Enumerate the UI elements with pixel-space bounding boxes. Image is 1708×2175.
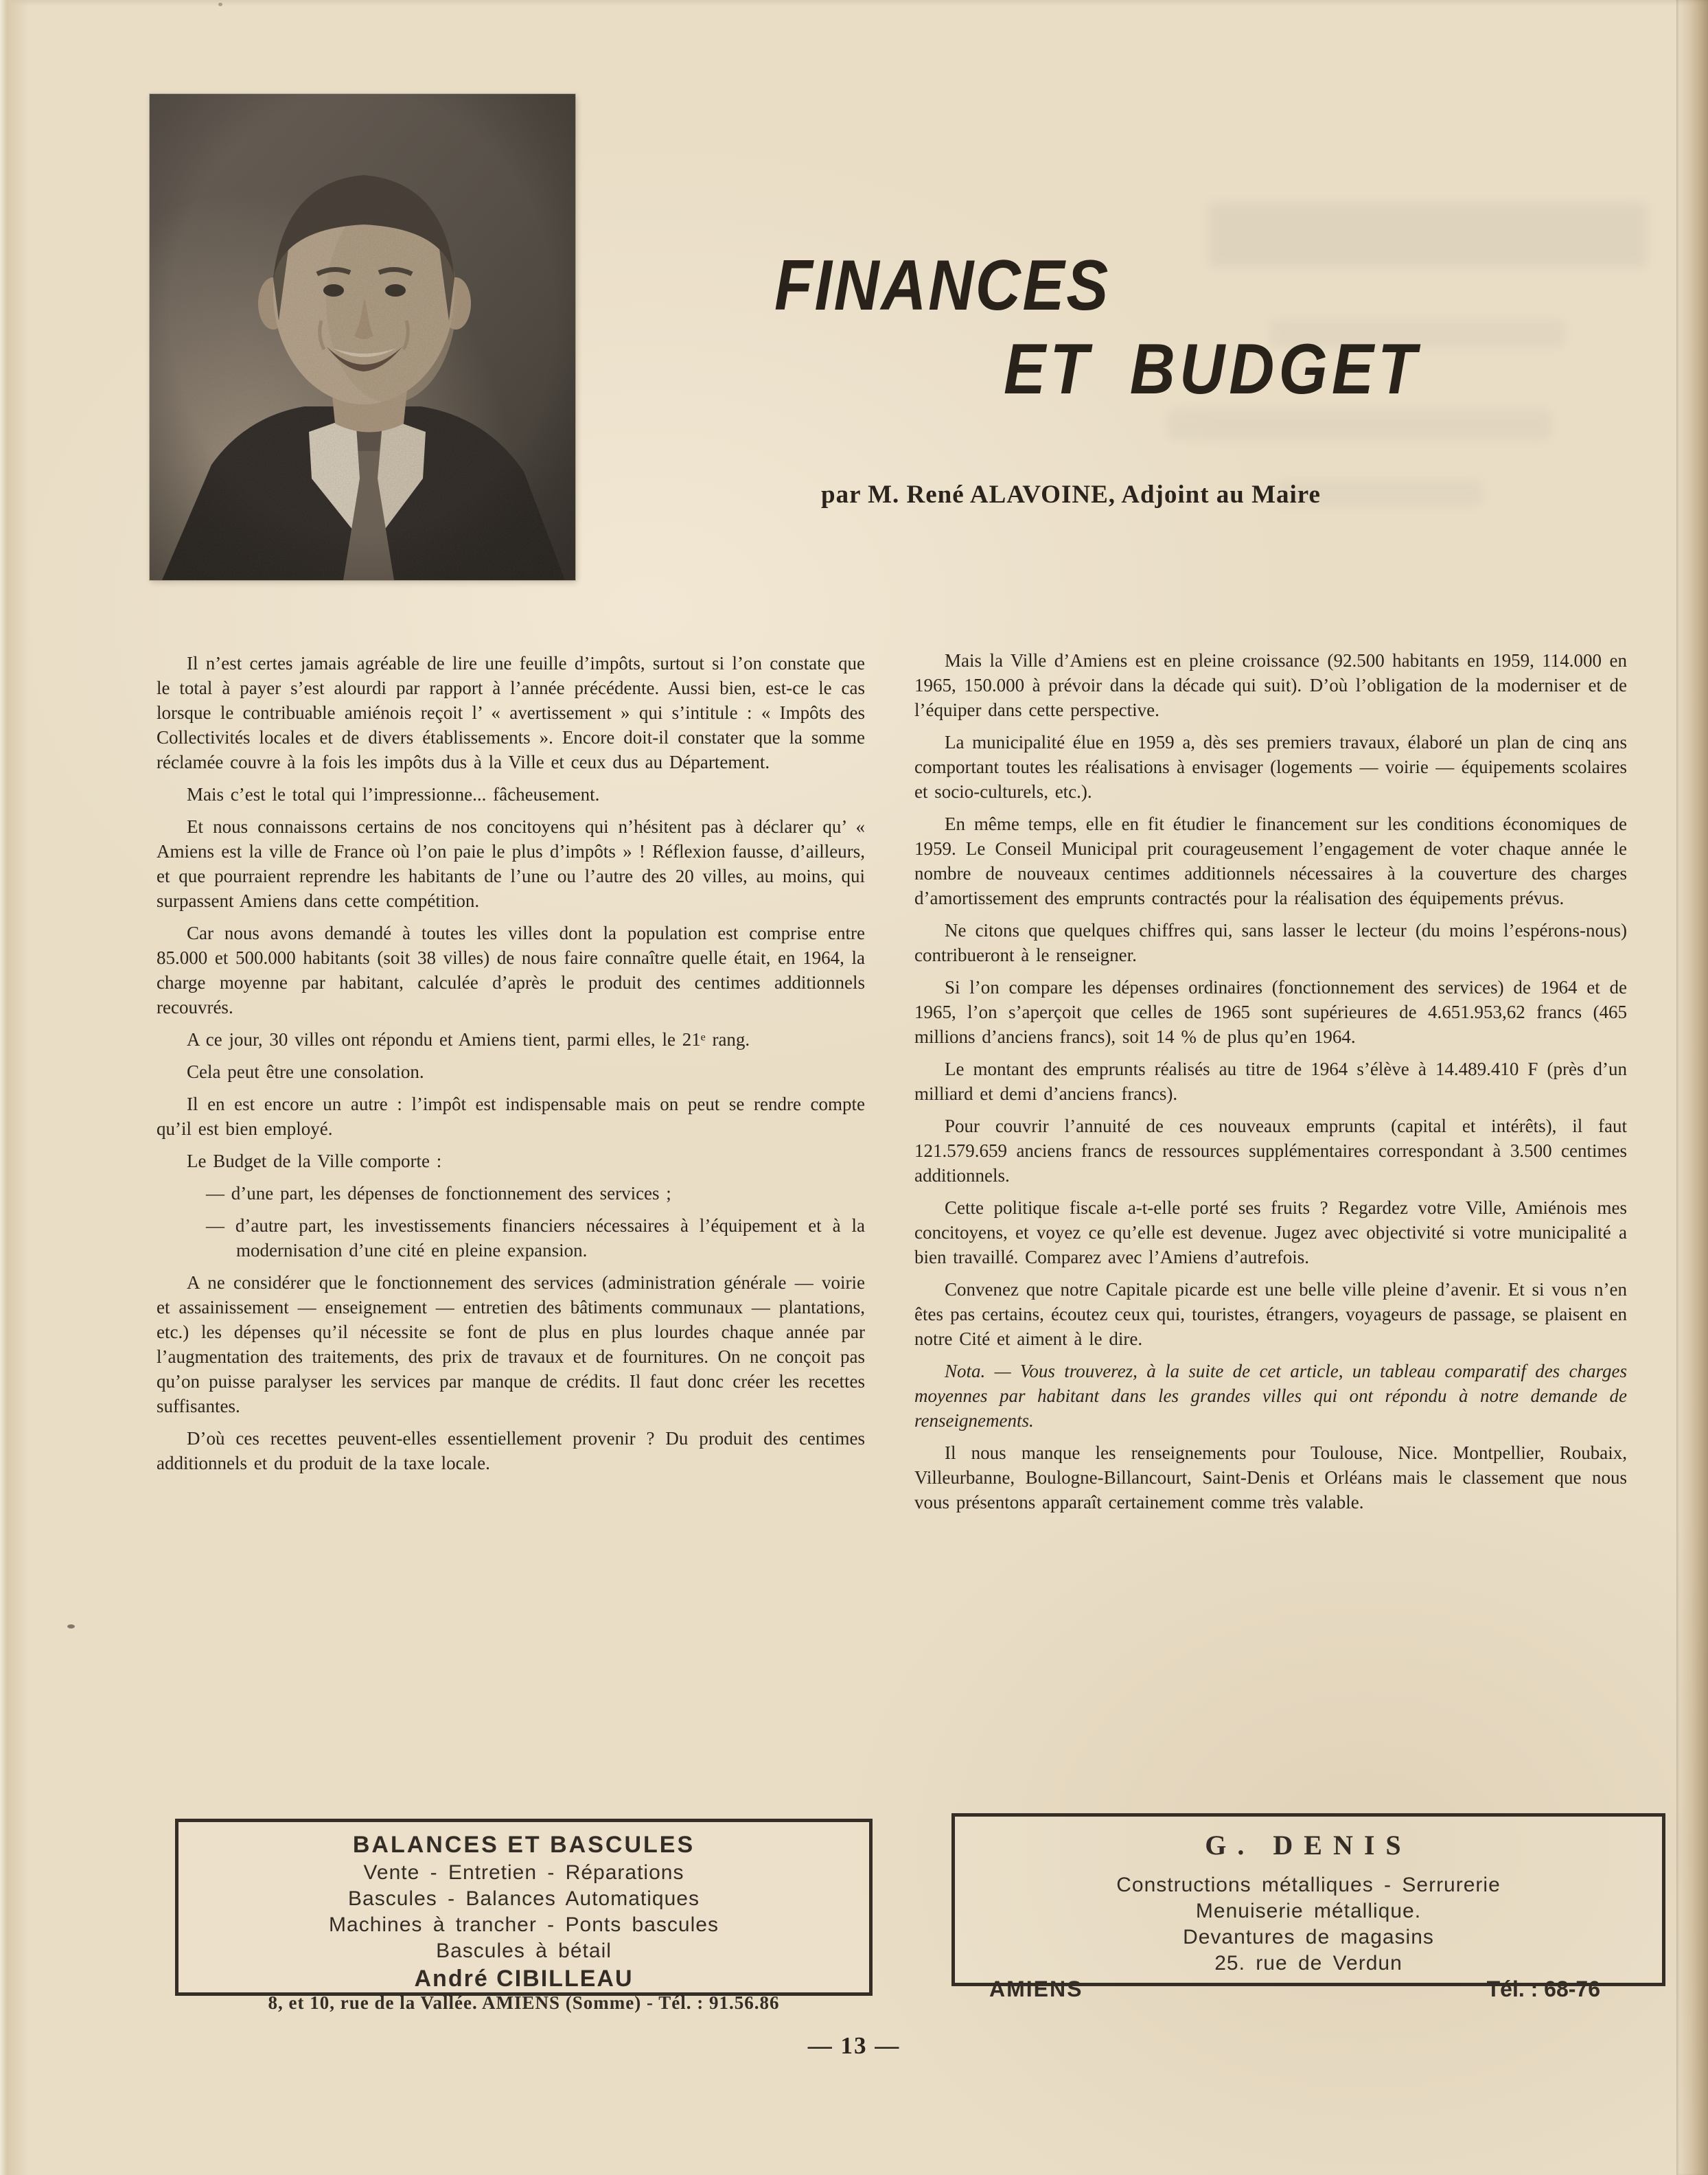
- article-paragraph: Cela peut être une consolation.: [187, 1061, 424, 1082]
- article-column-left: [157, 651, 865, 1483]
- article-paragraph: A ne considérer que le fonctionnement des services (administration générale — voirie et assainissement — enseignement — entretien des bâtiments communaux — plantations, etc.) les dépenses qu’il nécessite se font de plus en plus lourdes chaque année par l’augmentation des traitements, des prix de travaux et de fournitures. On ne conçoit pas qu’on puisse paralyser les services par manque de crédits. Il faut donc créer les recettes suffisantes.: [157, 1272, 865, 1416]
- article-title-line1: FINANCES: [774, 246, 1110, 325]
- article-paragraph: D’où ces recettes peuvent-elles essentiellement provenir ? Du produit des centimes additionnels et du produit de la taxe locale.: [157, 1428, 865, 1473]
- ad-city: AMIENS: [989, 1977, 1083, 2001]
- paper-speck: [67, 1624, 75, 1629]
- portrait-photo: [150, 94, 575, 580]
- article-paragraph: Le montant des emprunts réalisés au titre de 1964 s’élève à 14.489.410 F (près d’un milliard et demi d’anciens francs).: [914, 1059, 1627, 1104]
- ad-denis-box: [951, 1813, 1665, 2001]
- article-paragraph: Il nous manque les renseignements pour Toulouse, Nice. Montpellier, Roubaix, Villeurbanne, Boulogne-Billancourt, Saint-Denis et Orléans mais le classement que nous vous présentons apparaît certainement comme très valable.: [914, 1442, 1627, 1512]
- article-nota-paragraph: Nota. — Vous trouverez, à la suite de cet article, un tableau comparatif des charges moyennes par habitant dans les grandes villes qui ont répondu à notre demande de renseignements.: [914, 1361, 1627, 1431]
- article-paragraph: Il n’est certes jamais agréable de lire une feuille d’impôts, surtout si l’on constate que le total à payer s’est alourdi par rapport à l’année précédente. Aussi bien, est-ce le cas lorsque le contribuable amiénois reçoit l’ « avertissement » qui s’intitule : « Impôts des Collectivités locales et de divers établissements ». Encore doit-il constater que la somme réclamée couvre à la fois les impôts dus à la Ville et ceux dus au Département.: [157, 653, 865, 772]
- ad-line: Devantures de magasins: [1183, 1926, 1434, 1948]
- ad-bottom-row: [976, 1977, 1641, 2002]
- ad-line: Bascules à bétail: [436, 1940, 612, 1962]
- article-paragraph: Il en est encore un autre : l’impôt est indispensable mais on peut se rendre compte qu’il est bien employé.: [157, 1094, 865, 1139]
- bleed-through-ghost: [1208, 203, 1648, 268]
- article-paragraph: Le Budget de la Ville comporte :: [187, 1151, 442, 1171]
- ad-line: Vente - Entretien - Réparations: [363, 1861, 684, 1884]
- article-paragraph: Car nous avons demandé à toutes les villes dont la population est comprise entre 85.000 et 500.000 habitants (soit 38 villes) de nous faire connaître quelle était, en 1964, la charge moyenne par habitant, calculée d’après le produit des centimes additionnels recouvrés.: [157, 923, 865, 1017]
- ad-line: Bascules - Balances Automatiques: [348, 1887, 700, 1910]
- page-number: — 13 —: [807, 2032, 901, 2059]
- article-paragraph: Cette politique fiscale a-t-elle porté ses fruits ? Regardez votre Ville, Amiénois mes concitoyens, et voyez ce qu’elle est devenue. Jugez avec objectivité si votre municipalité a bien travaillé. Comparez avec l’Amiens d’autrefois.: [914, 1197, 1627, 1267]
- article-paragraph: Si l’on compare les dépenses ordinaires (fonctionnement des services) de 1964 et de 1965, l’on s’aperçoit que celles de 1965 sont supérieures de 4.651.953,62 francs (465 millions d’anciens francs), soit 14 % de plus qu’en 1964.: [914, 977, 1627, 1047]
- article-list-item: — d’une part, les dépenses de fonctionnement des services ;: [206, 1183, 671, 1204]
- ad-line: 25. rue de Verdun: [1214, 1952, 1403, 1975]
- article-paragraph: Et nous connaissons certains de nos concitoyens qui n’hésitent pas à déclarer qu’ « Amiens est la ville de France où l’on paie le plus d’impôts » ! Réflexion fausse, d’ailleurs, et que pourraient reprendre les habitants de l’une ou l’autre des 20 villes, au moins, qui surpassent Amiens dans cette compétition.: [157, 816, 865, 911]
- article-list-item: — d’autre part, les investissements financiers nécessaires à l’équipement et à la modernisation d’une cité en pleine expansion.: [206, 1215, 865, 1261]
- article-paragraph: La municipalité élue en 1959 a, dès ses premiers travaux, élaboré un plan de cinq ans comportant toutes les réalisations à envisager (logements — voirie — équipements scolaires et socio-culturels, etc.).: [914, 732, 1627, 802]
- article-title-line2: ET BUDGET: [1004, 330, 1421, 409]
- ad-line: Constructions métalliques - Serrurerie: [1116, 1874, 1501, 1896]
- article-column-right: [914, 648, 1627, 1522]
- article-paragraph: Ne citons que quelques chiffres qui, sans lasser le lecteur (du moins l’espérons-nous) contribueront à le renseigner.: [914, 920, 1627, 965]
- article-paragraph: Convenez que notre Capitale picarde est une belle ville pleine d’avenir. Et si vous n’en êtes pas certains, écoutez ceux qui, touristes, étrangers, voyageurs de passage, se plaisent en notre Cité et aiment à le dire.: [914, 1279, 1627, 1349]
- ad-title: G. DENIS: [1205, 1830, 1412, 1861]
- paper-speck: [218, 3, 222, 6]
- bleed-through-ghost: [1167, 408, 1551, 440]
- article-paragraph: En même temps, elle en fit étudier le financement sur les conditions économiques de 1959. Le Conseil Municipal prit courageusement l’engagement de voter chaque année le nombre de nouveaux centimes additionnels nécessaires à la couverture des charges d’amortissement des emprunts contractés pour la réalisation des équipements prévus.: [914, 814, 1627, 908]
- article-paragraph: Mais c’est le total qui l’impressionne... fâcheusement.: [187, 784, 600, 805]
- ad-line: Menuiserie métallique.: [1195, 1900, 1422, 1922]
- article-paragraph: A ce jour, 30 villes ont répondu et Amiens tient, parmi elles, le 21ᵉ rang.: [187, 1029, 750, 1050]
- ad-balances-box: [175, 1819, 873, 2013]
- ad-balances-content: [178, 1822, 869, 2013]
- ad-address: 8, et 10, rue de la Vallée. AMIENS (Somme) - Tél. : 91.56.86: [268, 1992, 780, 2013]
- portrait-photo-art: [150, 94, 575, 580]
- ad-phone: Tél. : 68-76: [1486, 1977, 1600, 2001]
- ad-line: Machines à trancher - Ponts bascules: [329, 1913, 719, 1936]
- ad-title: BALANCES ET BASCULES: [352, 1832, 695, 1858]
- article-byline: par M. René ALAVOINE, Adjoint au Maire: [821, 481, 1321, 509]
- page-edge-shadow: [1676, 0, 1708, 2175]
- article-paragraph: Mais la Ville d’Amiens est en pleine croissance (92.500 habitants en 1959, 114.000 en 1965, 150.000 à prévoir dans la décade qui suit). D’où l’obligation de la moderniser et de l’équiper dans cette perspective.: [914, 650, 1627, 720]
- article-paragraph: Pour couvrir l’annuité de ces nouveaux emprunts (capital et intérêts), il faut 121.579.659 anciens francs de ressources supplémentaires correspondant à 3.500 centimes additionnels.: [914, 1116, 1627, 1186]
- ad-denis-content: [955, 1817, 1662, 2001]
- ad-contact-name: André CIBILLEAU: [414, 1966, 634, 1992]
